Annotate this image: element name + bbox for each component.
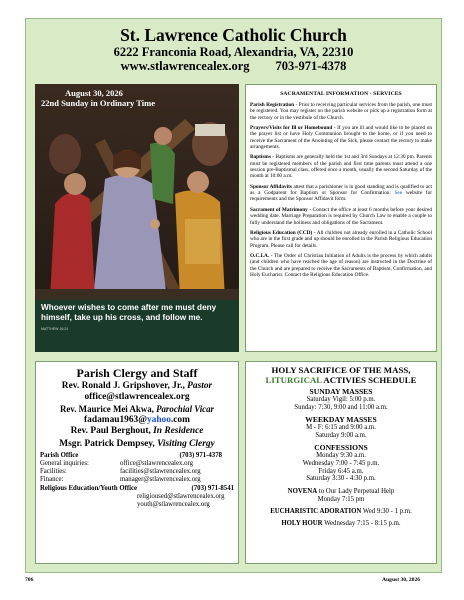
schedule-line: Saturday Vigil: 5:00 p.m. xyxy=(306,396,376,403)
vicar-email[interactable]: fadamau1963@yahoo.com xyxy=(84,414,190,425)
schedule-line: Wednesday 7:00 - 7:45 p.m. xyxy=(302,459,380,467)
schedule-line: M - F: 6:15 and 9:00 a.m. xyxy=(306,424,376,431)
vicar: Rev. Maurice Mei Akwa, Parochial Vicar xyxy=(59,404,215,415)
info-baptisms: Baptisms - Baptisms are generally held the 1st and 3rd Sundays at 12:30 pm. Parents must be registered members of the parish and first time parents must attend a one session pre-Baptismal class, offered once a month, usually the second Saturday of the month at 10:00 a.m. xyxy=(250,154,432,180)
header xyxy=(25,26,442,73)
info-prayers-visits: Prayers/Visits for Ill or Homebound - If you are ill and would like to be placed on the prayer list or have Holy Communion brought to the home, or if you need to receive the Sacrament of the Anointing of the Sick, please contact the rectory to make arrangements. xyxy=(250,125,432,151)
info-matrimony: Sacrament of Matrimony - Contact the office at least 6 months before your desired wedding date. Marriage Preparation is required by Church Law to enable a couple to fully understand the holiness and obligations of the Sacrament. xyxy=(250,206,432,226)
liturgical-sunday: 22nd Sunday in Ordinary Time xyxy=(41,98,156,108)
mass-schedule-box xyxy=(245,361,437,564)
parish-office-row: Parish Office (703) 971-4378 xyxy=(40,451,222,459)
info-religious-education: Religious Education (CCD) - All children not already enrolled in a Catholic School who are in the first grade and up should be enrolled in the Parish Religious Education Program. Please call for details. xyxy=(250,229,432,249)
schedule-line: Monday 9:30 a.m. xyxy=(316,452,366,459)
religious-education-office-row: Religious Education/Youth Office (703) 971-8541 xyxy=(40,484,234,492)
contact-row: Facilities: facilities@stlawrencealex.org xyxy=(38,468,236,476)
mass-heading: HOLY SACRIFICE OF THE MASS, xyxy=(271,365,411,375)
verse-reference: MATTHEW 16:24 xyxy=(41,327,69,331)
holy-hour-line: HOLY HOUR Wednesday 7:15 - 8:15 p.m. xyxy=(281,519,401,527)
contact-row: Finance: manager@stlawrencealex.org xyxy=(38,476,236,484)
in-residence: Rev. Paul Berghout, In Residence xyxy=(70,426,204,437)
church-name: St. Lawrence Catholic Church xyxy=(120,25,347,45)
re-email[interactable]: religioused@stlawrencealex.org xyxy=(137,493,225,501)
gospel-verse xyxy=(41,303,237,323)
schedule-line: Sunday: 7:30, 9:00 and 11:00 a.m. xyxy=(294,403,388,411)
clergy-heading: Parish Clergy and Staff xyxy=(76,366,198,380)
schedule-line: Saturday 3:30 - 4:30 p.m. xyxy=(306,475,376,483)
novena-time: Monday 7:15 pm xyxy=(317,495,365,503)
contact-line xyxy=(25,59,442,73)
website-link[interactable]: www.stlawrencealex.org xyxy=(120,59,250,73)
see-website-link[interactable]: See xyxy=(394,190,403,197)
re-phone: (703) 971-8541 xyxy=(191,484,234,492)
weekday-masses-heading: WEEKDAY MASSES xyxy=(305,414,377,424)
office-phone: (703) 971-4378 xyxy=(179,451,222,459)
youth-email[interactable]: youth@stlawrencealex.org xyxy=(137,501,210,509)
schedule-line: Saturday 9:00 a.m. xyxy=(315,431,367,439)
verse-line-2: himself, take up his cross, and follow me. xyxy=(41,313,203,322)
pastor-email[interactable]: office@stlawrencealex.org xyxy=(84,391,190,402)
phone-number: 703-971-4378 xyxy=(275,59,347,73)
mass-subheading: LITURGICAL ACTIVIES SCHEDULE xyxy=(265,374,417,385)
novena-line: NOVENA to Our Lady Perpetual Help xyxy=(287,488,395,496)
page-number: 706 xyxy=(25,577,34,583)
pastor: Rev. Ronald J. Gripshover, Jr., Pastor xyxy=(61,381,213,391)
schedule-line: Friday 6:45 a.m. xyxy=(318,467,364,475)
contact-email[interactable]: office@stlawrencealex.org xyxy=(120,459,194,467)
clergy-staff-box xyxy=(35,361,239,564)
info-parish-registration: Parish Registration - Prior to receiving particular services from the parish, one must be registered. You may register on the parish website or pick up a registration form at the rectory or in the vestibule of the Church. xyxy=(250,102,432,121)
visiting-clergy: Msgr. Patrick Dempsey, Visiting Clergy xyxy=(59,438,215,449)
sunday-masses-heading: SUNDAY MASSES xyxy=(309,386,373,396)
contact-row: General inquiries: office@stlawrencealex.org xyxy=(38,460,236,468)
confessions-heading: CONFESSIONS xyxy=(314,442,368,452)
footer-date: August 30, 2026 xyxy=(382,577,421,583)
info-sponsor-affidavits: Sponsor Affidavits attest that a parishioner is in good standing and is qualified to act as a Godparent for Baptism or Sponsor for Confirmation. See website for requirements and the Sponsor Affidavit form. xyxy=(250,183,432,203)
info-ocia: O.C.I.A. - The Order of Christian Initiation of Adults is the process by which adults (and children who have reached the age of reason) are instructed in the Doctrine of the Church and are prepared to receive the Sacraments of Baptism, Confirmation, and Holy Eucharist. Contact the Religious Education Office. xyxy=(250,252,432,278)
sacramental-info-box xyxy=(245,84,437,352)
verse-line-1: Whoever wishes to come after me must deny xyxy=(41,303,217,312)
contact-email[interactable]: facilities@stlawrencealex.org xyxy=(120,467,201,475)
sacramental-heading: SACRAMENTAL INFORMATION - SERVICES xyxy=(280,91,402,97)
adoration-line: EUCHARISTIC ADORATION Wed 9:30 - 1 p.m. xyxy=(270,507,412,515)
bulletin-date: August 30, 2026 xyxy=(65,88,123,98)
contact-email[interactable]: manager@stlawrencealex.org xyxy=(120,475,201,483)
church-address: 6222 Franconia Road, Alexandria, VA, 22310 xyxy=(113,45,354,59)
